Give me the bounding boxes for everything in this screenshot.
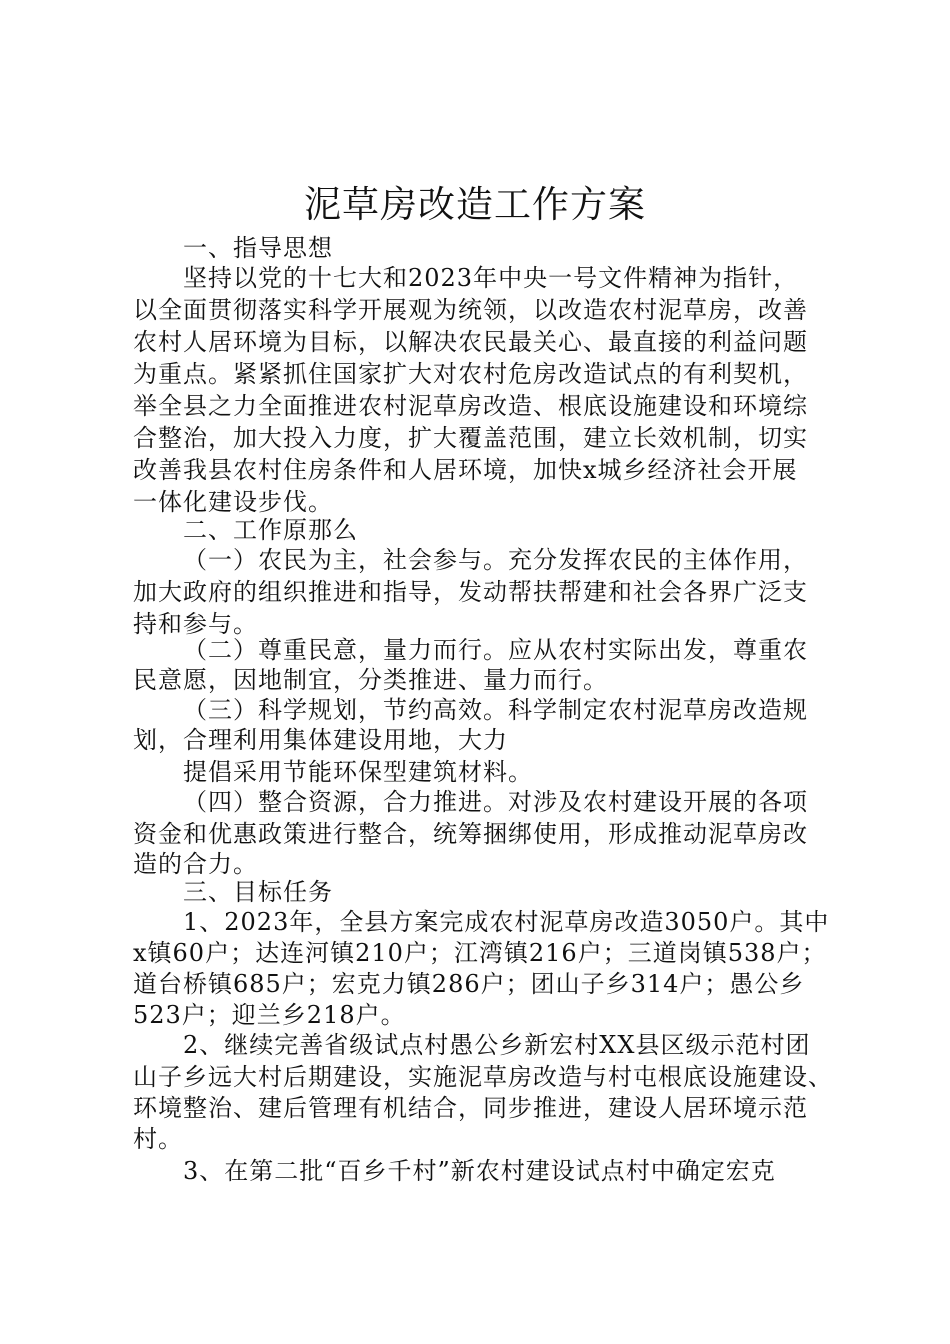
paragraph-line: 道台桥镇685户；宏克力镇286户；团山子乡314户；愚公乡 [133,970,805,998]
paragraph-line: 1、2023年，全县方案完成农村泥草房改造3050户。其中 [183,908,830,936]
paragraph-line: （三）科学规划，节约高效。科学制定农村泥草房改造规 [183,696,808,724]
paragraph-line: 资金和优惠政策进行整合，统筹捆绑使用，形成推动泥草房改 [133,820,808,848]
paragraph-line: 改善我县农村住房条件和人居环境，加快x城乡经济社会开展 [133,456,798,484]
paragraph-line: 农村人居环境为目标，以解决农民最关心、最直接的利益问题 [133,328,808,356]
section-heading: 二、工作原那么 [183,516,358,544]
paragraph-line: 合整治，加大投入力度，扩大覆盖范围，建立长效机制，切实 [133,424,808,452]
paragraph-line: 3、在第二批“百乡千村”新农村建设试点村中确定宏克 [183,1157,776,1185]
paragraph-line: 民意愿，因地制宜，分类推进、量力而行。 [133,666,608,694]
paragraph-line: 2、继续完善省级试点村愚公乡新宏村XX县区级示范村团 [183,1031,811,1059]
paragraph-line: 以全面贯彻落实科学开展观为统领，以改造农村泥草房，改善 [133,296,808,324]
section-heading: 一、指导思想 [183,234,333,262]
paragraph-line: 山子乡远大村后期建设，实施泥草房改造与村屯根底设施建设、 [133,1063,833,1091]
paragraph-line: 造的合力。 [133,850,258,878]
document-title: 泥草房改造工作方案 [304,183,646,226]
paragraph-line: 一体化建设步伐。 [133,488,333,516]
paragraph-line: （一）农民为主，社会参与。充分发挥农民的主体作用， [183,546,808,574]
paragraph-line: x镇60户；达连河镇210户；江湾镇216户；三道岗镇538户； [133,939,827,967]
paragraph-line: 加大政府的组织推进和指导，发动帮扶帮建和社会各界广泛支 [133,578,808,606]
section-heading: 三、目标任务 [183,878,333,906]
paragraph-line: 环境整治、建后管理有机结合，同步推进，建设人居环境示范 [133,1094,808,1122]
paragraph-line: 提倡采用节能环保型建筑材料。 [183,758,533,786]
paragraph-line: 持和参与。 [133,610,258,638]
paragraph-line: 坚持以党的十七大和2023年中央一号文件精神为指针， [183,264,799,292]
paragraph-line: 村。 [133,1125,183,1153]
paragraph-line: （四）整合资源，合力推进。对涉及农村建设开展的各项 [183,788,808,816]
paragraph-line: 举全县之力全面推进农村泥草房改造、根底设施建设和环境综 [133,392,808,420]
paragraph-line: （二）尊重民意，量力而行。应从农村实际出发，尊重农 [183,636,808,664]
paragraph-line: 为重点。紧紧抓住国家扩大对农村危房改造试点的有利契机， [133,360,808,388]
paragraph-line: 523户；迎兰乡218户。 [133,1001,406,1029]
paragraph-line: 划，合理利用集体建设用地，大力 [133,726,508,754]
